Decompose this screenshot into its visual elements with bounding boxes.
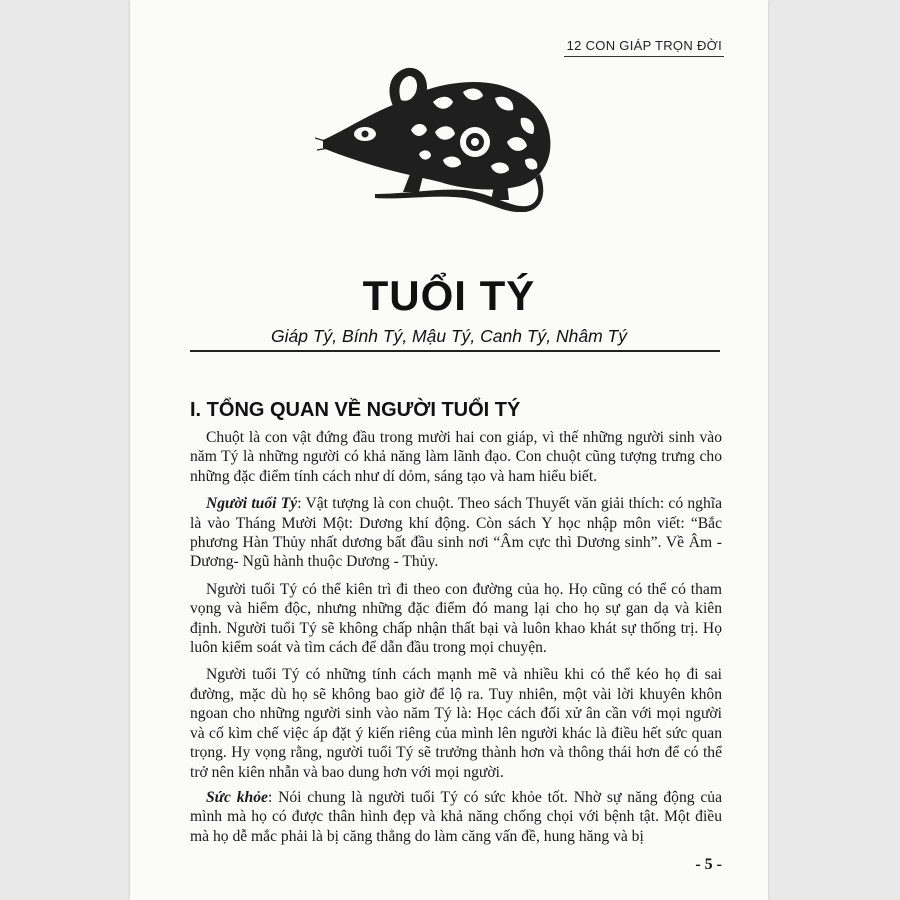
- paragraph-lead: Sức khỏe: [206, 788, 268, 806]
- paragraph: Người tuổi Tý có thể kiên trì đi theo con đường của họ. Họ cũng có thể có tham vọng và hiểm độc, nhưng những đặc điểm đó mang lại cho họ sự gan dạ và kiên định. Người tuổi Tý sẽ không chấp nhận thất bại và luôn khao khát sự thống trị. Họ luôn kiểm soát và tìm cách để dẫn đầu trong mọi chuyện.: [190, 580, 722, 657]
- body-text: [190, 428, 722, 854]
- page-title: TUỔI TÝ: [362, 272, 536, 319]
- paragraph: Người tuổi Tý có những tính cách mạnh mẽ và nhiều khi có thể kéo họ đi sai đường, mặc dù họ sẽ không bao giờ để lộ ra. Tuy nhiên, một vài lời khuyên khôn ngoan cho những người sinh vào năm Tý là: Học cách đối xử ân cần với mọi người và cố kìm chế việc áp đặt ý kiến riêng của mình lên người khác là điều hết sức quan trọng. Hy vọng rằng, người tuổi Tý sẽ trưởng thành hơn và thông thái hơn để có thể trở nên kiên nhẫn và bao dung hơn với mọi người.: [190, 666, 722, 781]
- subtitle-rule: [190, 350, 720, 352]
- section-heading: I. TỔNG QUAN VỀ NGƯỜI TUỔI TÝ: [190, 399, 521, 421]
- paragraph: Sức khỏe: Nói chung là người tuổi Tý có sức khỏe tốt. Nhờ sự năng động của mình mà họ có được thân hình đẹp và khả năng chống chọi với bệnh tật. Một điều mà họ dễ mắc phải là bị căng thẳng do làm căng vấn đề, hung hăng và bị: [190, 788, 723, 845]
- page-number: - 5 -: [695, 856, 722, 873]
- running-header: 12 CON GIÁP TRỌN ĐỜI: [566, 38, 722, 53]
- page-subtitle: Giáp Tý, Bính Tý, Mậu Tý, Canh Tý, Nhâm Tý: [271, 326, 627, 346]
- book-page: [130, 0, 768, 900]
- paragraph-lead: Người tuổi Tý: [206, 495, 298, 513]
- header-rule: [564, 56, 724, 57]
- paragraph: Người tuổi Tý: Vật tượng là con chuột. Theo sách Thuyết văn giải thích: có nghĩa là vào Tháng Mười Một: Dương khí động. Còn sách Y học nhập môn viết: “Bắc phương Hàn Thủy nhất dương bất đầu sinh nơi “Âm cực thì Dương sinh”. Về Âm - Dương- Ngũ hành thuộc Dương - Thủy.: [190, 495, 723, 571]
- paragraph: Chuột là con vật đứng đầu trong mười hai con giáp, vì thế những người sinh vào năm Tý là những người có khả năng làm lãnh đạo. Con chuột cũng tượng trưng cho những đặc điểm tính cách như dí dỏm, sáng tạo và ham hiểu biết.: [190, 429, 722, 485]
- rat-papercut-icon: [315, 62, 555, 212]
